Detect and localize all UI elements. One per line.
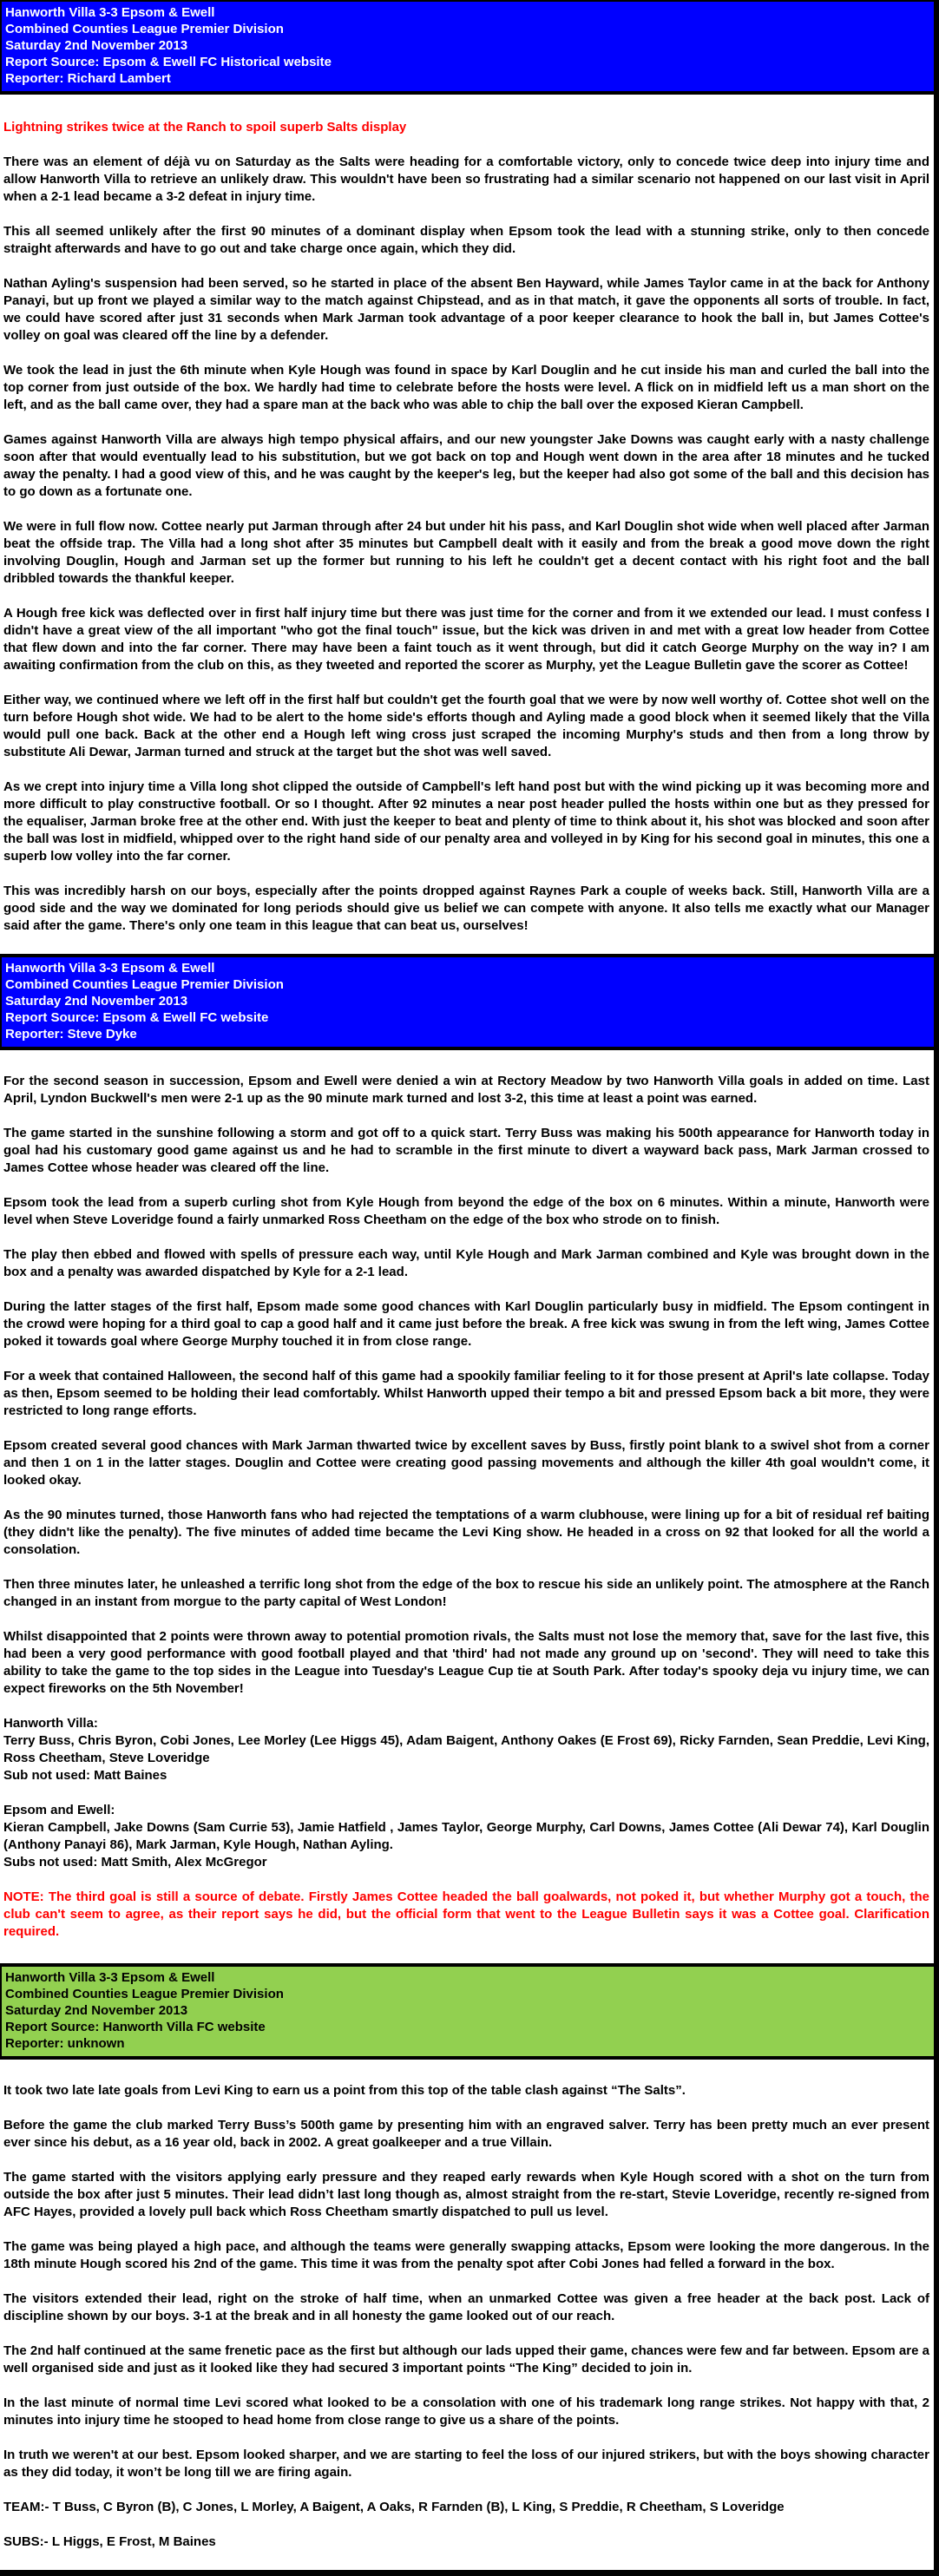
report-paragraph: Nathan Ayling's suspension had been served, so he started in place of the absent Ben Hayward, while James Taylor came in at the back for Anthony Panayi, but up front we played a similar way to the match against Chipstead, and as in that match, it gave the opponents all sorts of trouble. In fact, we could have scored after just 31 seconds when Mark Jarman took advantage of a poor keeper clearance to hook the ball in, but James Cottee's volley on goal was cleared off the line by a defender. (3, 276, 929, 343)
report-paragraph: For a week that contained Halloween, the second half of this game had a spookily familiar feeling to it for those present at April's late collapse. Today as then, Epsom seemed to be holding their lead comfortably. Whilst Hanworth upped their tempo a bit and pressed Epsom back a bit more, they were restricted to long range efforts. (3, 1369, 929, 1418)
report-paragraph: The game started in the sunshine following a storm and got off to a quick start. Terry Buss was making his 500th appearance for Hanworth today in goal had his customary good game against us and he had to scramble in the first minute to divert a wayward back pass, Mark Jarman crossed to James Cottee whose header was cleared off the line. (3, 1126, 929, 1175)
report-paragraph: As the 90 minutes turned, those Hanworth fans who had rejected the temptations of a warm clubhouse, were lining up for a bit of residual ref baiting (they didn't like the penalty). The five minutes of added time became the Levi King show. He headed in a cross on 92 that looked for all the world a consolation. (3, 1508, 929, 1557)
report-paragraph: Epsom took the lead from a superb curling shot from Kyle Hough from beyond the edge of the box on 6 minutes. Within a minute, Hanworth were level when Steve Loveridge found a fairly unmarked Ross Cheetham on the edge of the box who strode on to finish. (3, 1195, 929, 1227)
competition: Combined Counties League Premier Division (5, 1987, 284, 2001)
report-paragraphs-3 (3, 2082, 929, 2551)
report-paragraph: The 2nd half continued at the same frenetic pace as the first but although our lads upped their game, chances were few and far between. Epsom are a well organised side and just as it looked like they had secured 3 important points “The King” decided to join in. (3, 2343, 929, 2376)
report-header-2 (0, 954, 934, 1050)
report-paragraphs-2 (3, 1073, 929, 1871)
report-paragraph: Either way, we continued where we left off in the first half but couldn't get the fourth goal that we were by now well worthy of. Cottee shot well on the turn before Hough shot wide. We had to be alert to the home side's efforts though and Ayling made a good block when it seemed likely that the Villa would pull one back. Back at the other end a Hough left wing cross just scraped the incoming Murphy's studs and then from a long throw by substitute Ali Dewar, Jarman turned and struck at the target but the shot was well saved. (3, 693, 929, 759)
goal-dispute-note: NOTE: The third goal is still a source of debate. Firstly James Cottee headed the ball goalwards, not poked it, but whether Murphy got a touch, the club can't seem to agree, as their report says he did, but the official form that went to the League Bulletin says it was a Cottee goal. Clarification required. (3, 1889, 929, 1939)
report-paragraph: We took the lead in just the 6th minute when Kyle Hough was found in space by Karl Douglin and he cut inside his man and curled the ball into the top corner from just outside of the box. We hardly had time to celebrate before the hosts were level. A flick on in midfield left us a man short on the left, and as the ball came over, they had a spare man at the back who was able to chip the ball over the exposed Kieran Campbell. (3, 363, 929, 412)
match-title: Hanworth Villa 3-3 Epsom & Ewell (5, 961, 215, 976)
report-paragraph: The visitors extended their lead, right on the stroke of half time, when an unmarked Cottee was given a free header at the back post. Lack of discipline shown by our boys. 3-1 at the break and in all honesty the game looked out of our reach. (3, 2291, 929, 2323)
report-body-2 (0, 1050, 934, 1963)
report-paragraph: In truth we weren't at our best. Epsom looked sharper, and we are starting to feel the loss of our injured strikers, but with the boys showing character as they did today, it won’t be long till we are firing again. (3, 2448, 929, 2480)
report-header-1 (0, 2, 934, 95)
report-paragraph: The game was being played a high pace, and although the teams were generally swapping attacks, Epsom were looking the more dangerous. In the 18th minute Hough scored his 2nd of the game. This time it was from the penalty spot after Cobi Jones had felled a forward in the box. (3, 2239, 929, 2271)
reporter: Reporter: unknown (5, 2036, 125, 2051)
reporter: Reporter: Richard Lambert (5, 71, 171, 86)
match-title: Hanworth Villa 3-3 Epsom & Ewell (5, 5, 215, 20)
report-paragraph: It took two late late goals from Levi King to earn us a point from this top of the table clash against “The Salts”. (3, 2083, 686, 2098)
report-header-3 (0, 1963, 934, 2060)
report-paragraph: TEAM:- T Buss, C Byron (B), C Jones, L Morley, A Baigent, A Oaks, R Farnden (B), L King, S Preddie, R Cheetham, S Loveridge (3, 2500, 785, 2514)
report-headline: Lightning strikes twice at the Ranch to spoil superb Salts display (3, 120, 407, 135)
report-paragraph: The play then ebbed and flowed with spells of pressure each way, until Kyle Hough and Mark Jarman combined and Kyle was brought down in the box and a penalty was awarded dispatched by Kyle for a 2-1 lead. (3, 1247, 929, 1279)
report-paragraph: This all seemed unlikely after the first 90 minutes of a dominant display when Epsom took the lead with a stunning strike, only to then concede straight afterwards and have to go out and take charge once again, which they did. (3, 224, 929, 256)
report-body-3 (0, 2060, 934, 2570)
report-paragraph: SUBS:- L Higgs, E Frost, M Baines (3, 2534, 216, 2549)
match-date: Saturday 2nd November 2013 (5, 38, 188, 53)
report-paragraph: The game started with the visitors applying early pressure and they reaped early rewards when Kyle Hough scored with a shot on the turn from outside the box after just 5 minutes. Their lead didn’t last long though as, almost straight from the re-start, Stevie Loveridge, recently re-signed from AFC Hayes, provided a lovely pull back which Ross Cheetham smartly dispatched to pull us level. (3, 2170, 929, 2219)
competition: Combined Counties League Premier Division (5, 22, 284, 36)
report-paragraph: We were in full flow now. Cottee nearly put Jarman through after 24 but under hit his pass, and Karl Douglin shot wide when well placed after Jarman beat the offside trap. The Villa had a long shot after 35 minutes but Campbell dealt with it easily and from the break a good move down the right involving Douglin, Hough and Jarman set up the former but running to his left he couldn't get a decent contact with his right foot and the ball dribbled towards the thankful keeper. (3, 519, 929, 586)
match-date: Saturday 2nd November 2013 (5, 994, 188, 1009)
report-paragraph: There was an element of déjà vu on Saturday as the Salts were heading for a comfortable victory, only to concede twice deep into injury time and allow Hanworth Villa to retrieve an unlikely draw. This wouldn't have been so frustrating had a similar scenario not happened on our last visit in April when a 2-1 lead became a 3-2 defeat in injury time. (3, 154, 929, 204)
report-paragraph: Before the game the club marked Terry Buss’s 500th game by presenting him with an engraved salver. Terry has been pretty much an ever present ever since his debut, as a 16 year old, back in 2002. A great goalkeeper and a true Villain. (3, 2118, 929, 2150)
report-paragraph: Whilst disappointed that 2 points were thrown away to potential promotion rivals, the Salts must not lose the memory that, save for the last five, this had been a very good performance with good football played and that 'third' had not made any ground up on 'second'. They will need to take this ability to take the game to the top sides in the League into Tuesday's League Cup tie at South Park. After today's spooky deja vu injury time, we can expect fireworks on the 5th November! (3, 1629, 929, 1696)
report-paragraph: Then three minutes later, he unleashed a terrific long shot from the edge of the box to rescue his side an unlikely point. The atmosphere at the Ranch changed in an instant from morgue to the party capital of West London! (3, 1577, 929, 1609)
report-paragraph: In the last minute of normal time Levi scored what looked to be a consolation with one of his trademark long range strikes. Not happy with that, 2 minutes into injury time he stooped to head home from close range to give us a share of the points. (3, 2395, 929, 2428)
report-paragraph: Epsom and Ewell: Kieran Campbell, Jake Downs (Sam Currie 53), Jamie Hatfield , James Taylor, George Murphy, Carl Downs, James Cottee (Ali Dewar 74), Karl Douglin (Anthony Panayi 86), Mark Jarman, Kyle Hough, Nathan Ayling. Subs not used: Matt Smith, Alex McGregor (3, 1803, 929, 1870)
report-paragraph: As we crept into injury time a Villa long shot clipped the outside of Campbell's left hand post but with the wind picking up it was becoming more and more difficult to play constructive football. Or so I thought. After 92 minutes a near post header pulled the hosts within one but as they pressed for the equaliser, Jarman broke free at the other end. With just the keeper to beat and plenty of time to think about it, his shot was blocked and soon after the ball was lost in midfield, whipped over to the right hand side of our penalty area and volleyed in by King for his second goal in minutes, this one a superb low volley into the far corner. (3, 779, 929, 864)
report-source: Report Source: Epsom & Ewell FC Historical website (5, 55, 332, 69)
report-paragraph: Epsom created several good chances with Mark Jarman thwarted twice by excellent saves by Buss, firstly point blank to a swivel shot from a corner and then 1 on 1 in the latter stages. Douglin and Cottee were creating good passing movements and although the killer 4th goal wouldn't come, it looked okay. (3, 1438, 929, 1488)
report-paragraphs-1 (3, 154, 929, 935)
report-paragraph: During the latter stages of the first half, Epsom made some good chances with Karl Douglin particularly busy in midfield. The Epsom contingent in the crowd were hoping for a third goal to cap a good half and it came just before the break. A free kick was swung in from the left wing, James Cottee poked it towards goal where George Murphy touched it in from close range. (3, 1299, 929, 1349)
report-source: Report Source: Hanworth Villa FC website (5, 2020, 266, 2034)
report-body-1 (0, 95, 934, 954)
report-paragraph: This was incredibly harsh on our boys, especially after the points dropped against Raynes Park a couple of weeks back. Still, Hanworth Villa are a good side and the way we dominated for long periods should give us belief we can compete with anyone. It also tells me exactly what our Manager said after the game. There's only one team in this league that can beat us, ourselves! (3, 884, 929, 933)
report-paragraph: For the second season in succession, Epsom and Ewell were denied a win at Rectory Meadow by two Hanworth Villa goals in added on time. Last April, Lyndon Buckwell's men were 2-1 up as the 90 minute mark turned and lost 3-2, this time at least a point was earned. (3, 1074, 929, 1106)
report-source: Report Source: Epsom & Ewell FC website (5, 1010, 269, 1025)
match-title: Hanworth Villa 3-3 Epsom & Ewell (5, 1970, 215, 1985)
report-paragraph: A Hough free kick was deflected over in first half injury time but there was just time for the corner and from it we extended our lead. I must confess I didn't have a great view of the all important "who got the final touch" issue, but the kick was driven in and met with a great low header from Cottee that flew down and into the far corner. There may have been a faint touch as it went through, but did it catch George Murphy on the way in? I am awaiting confirmation from the club on this, as they tweeted and reported the scorer as Murphy, yet the League Bulletin gave the scorer as Cottee! (3, 606, 929, 673)
competition: Combined Counties League Premier Division (5, 977, 284, 992)
reporter: Reporter: Steve Dyke (5, 1027, 137, 1042)
report-paragraph: Games against Hanworth Villa are always high tempo physical affairs, and our new youngster Jake Downs was caught early with a nasty challenge soon after that would eventually lead to his substitution, but we got back on top and Hough went down in the area after 18 minutes and he tucked away the penalty. I had a good view of this, and he was caught by the keeper's leg, but the keeper had also got some of the ball and this decision has to go down as a fortunate one. (3, 432, 929, 499)
match-date: Saturday 2nd November 2013 (5, 2003, 188, 2018)
report-paragraph: Hanworth Villa: Terry Buss, Chris Byron, Cobi Jones, Lee Morley (Lee Higgs 45), Adam Baigent, Anthony Oakes (E Frost 69), Ricky Farnden, Sean Preddie, Levi King, Ross Cheetham, Steve Loveridge Sub not used: Matt Baines (3, 1716, 929, 1783)
